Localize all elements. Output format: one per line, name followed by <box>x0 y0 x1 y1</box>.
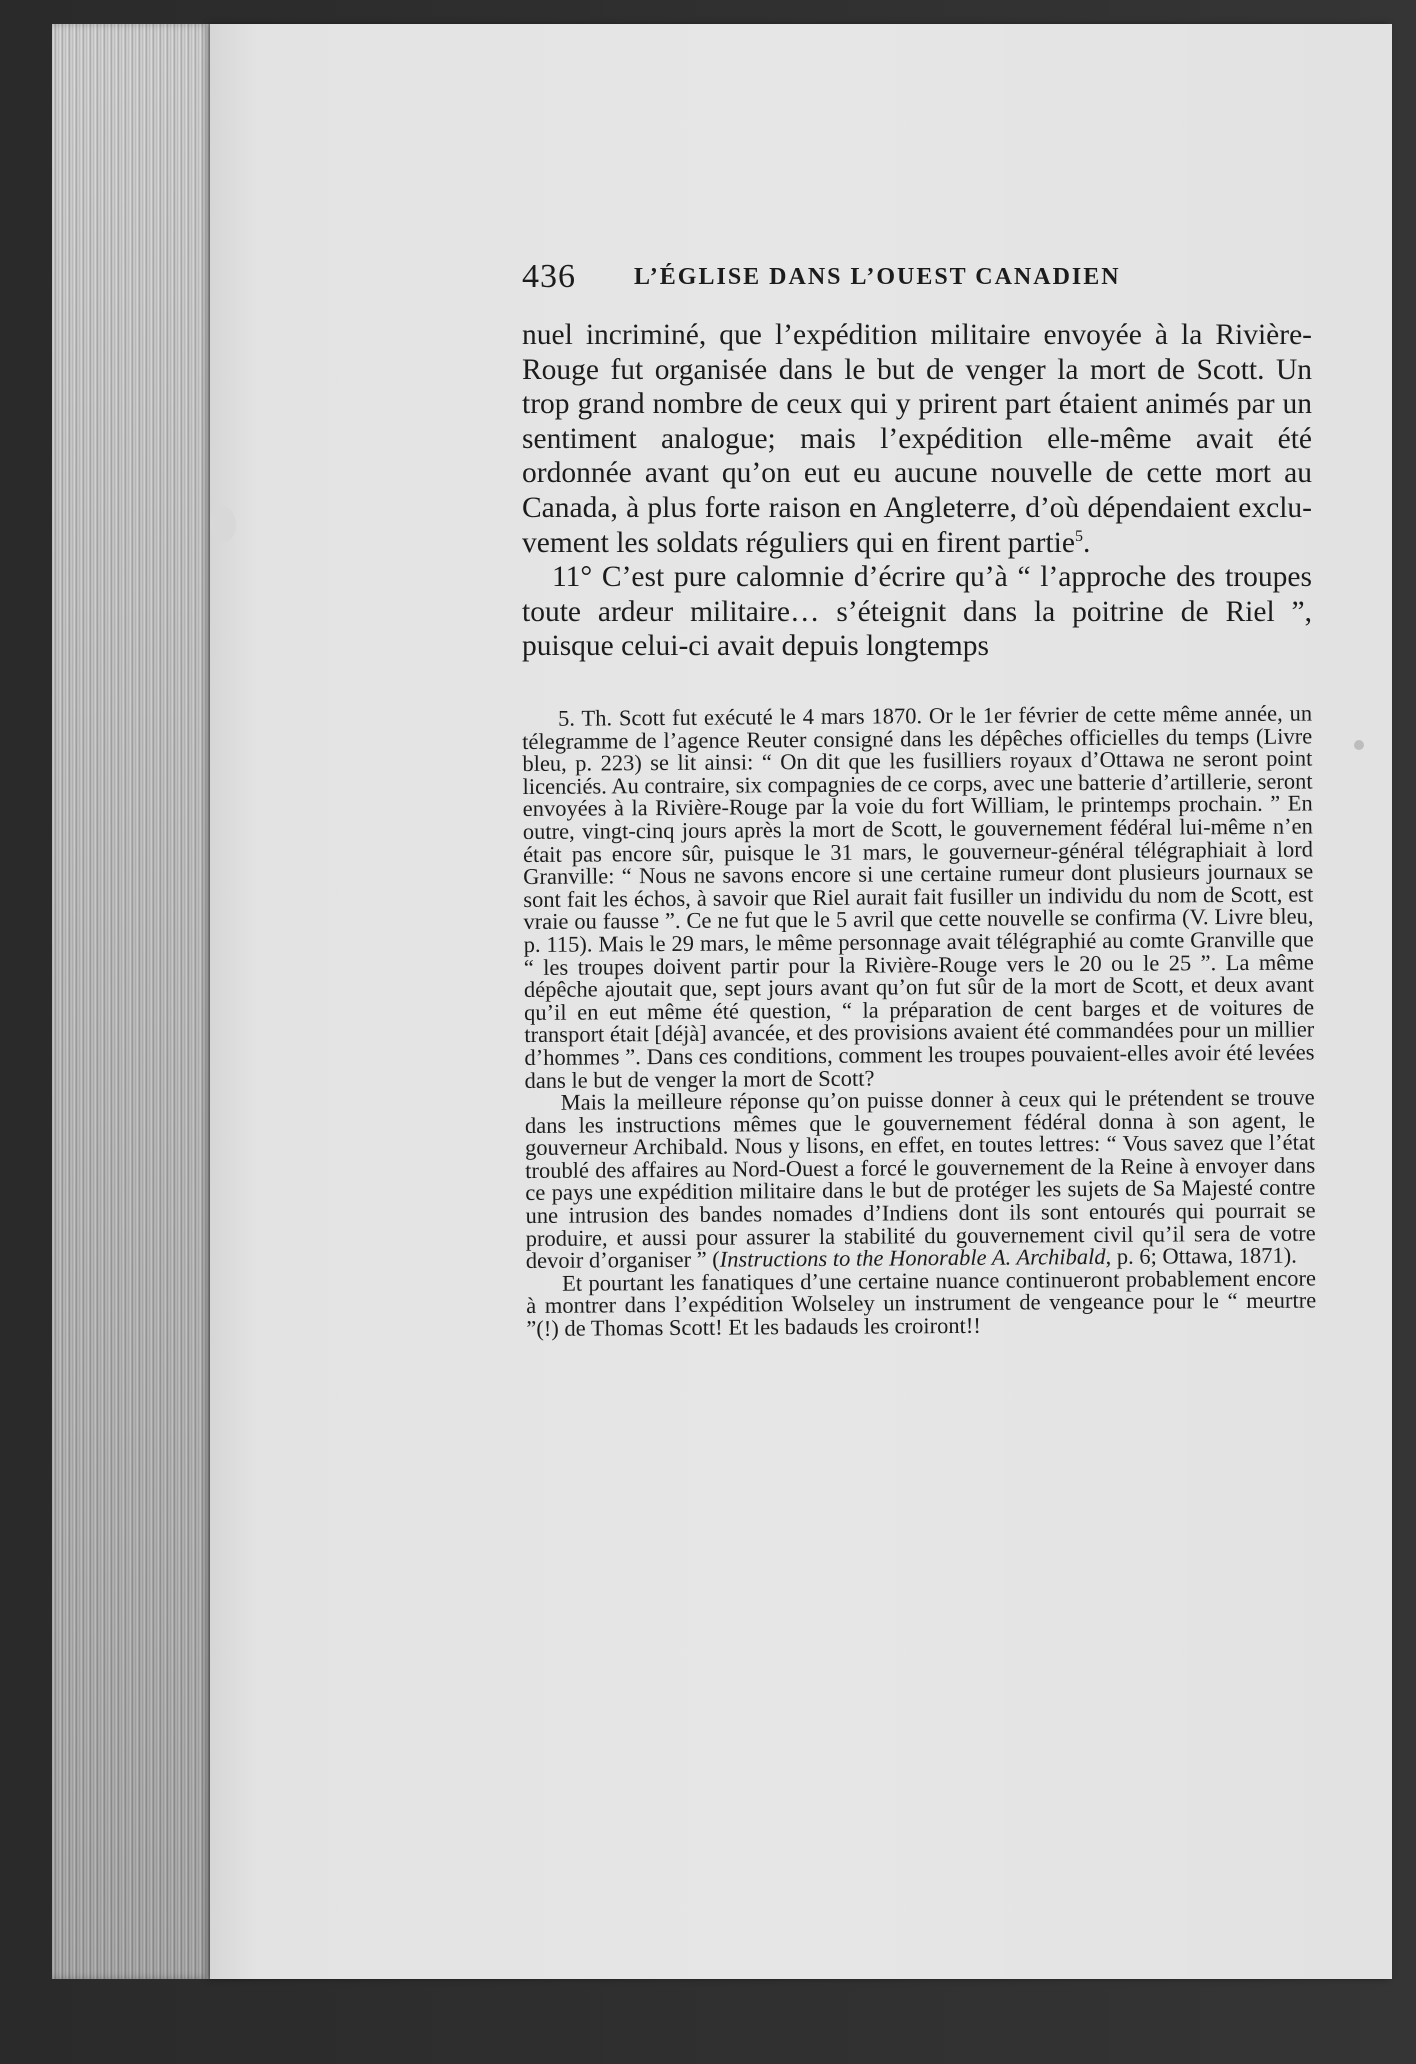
page-number: 436 <box>522 258 576 295</box>
footnote-5-closing: Et pourtant les fanatiques d’une certaine nuance continueront probablement encore à montrer dans l’expédition Wolseley un instrument de vengeance pour le “ meurtre ”(!) de Thomas Scott! Et les badauds les croiront!! <box>526 1265 1317 1341</box>
margin-stain <box>210 506 236 542</box>
paragraph-2: 11° C’est pure calomnie d’écrire qu’à “ l’approche des troupes toute ardeur militaire… s’éteignit dans la poitrine de Riel ”, puisque celui-ci avait depuis longtemps <box>522 561 1312 663</box>
page-content <box>522 252 1416 1341</box>
footnote-5-continued-text: Mais la meilleure réponse qu’on puisse donner à ceux qui le prétendent se trouve dans les instructions mêmes que le gouvernement fédéral donna à son agent, le gouverneur Archibald. Nous y lisons, en effet, en toutes lettres: “ Vous savez que l’état troublé des affaires au Nord-Ouest a forcé le gouvernement de la Reine à envoyer dans ce pays une expédition militaire dans le but de protéger les sujets de Sa Majesté contre une intrusion des bandes nomades d’Indiens dont ils sont entourés qui pourrait se produire, et aussi pour assurer la stabilité du gouvernement civil qu’il sera de votre devoir d’organiser ” ( <box>524 1084 1316 1274</box>
footnote-ref-5: 5 <box>1074 527 1083 545</box>
footnote-5-continued <box>524 1084 1316 1274</box>
footnote-citation-rest: , p. 6; Ottawa, 1871). <box>1105 1242 1297 1270</box>
running-title: L’ÉGLISE DANS L’OUEST CANADIEN <box>634 264 1121 290</box>
main-text <box>522 318 1312 664</box>
footnotes <box>522 702 1316 1340</box>
paragraph-1-end: . <box>1082 526 1091 559</box>
book-page <box>210 24 1392 1979</box>
running-head <box>462 252 1416 296</box>
paragraph-1-text: nuel incriminé, que l’expédition militaire envoyée à la Rivière-Rouge fut organisée dans le but de venger la mort de Scott. Un trop grand nombre de ceux qui y prirent part étaient animés par un sentiment analogue; mais l’expédition elle-même avait été ordonnée avant qu’on eut eu aucune nouvelle de cette mort au Canada, à plus forte raison en Angleterre, d’où dépendaient excluvement les soldats réguliers qui en firent partie <box>522 319 1312 559</box>
page-edges <box>52 24 214 1979</box>
footnote-citation-title: Instructions to the Honorable A. Archibald <box>719 1244 1106 1272</box>
paragraph-1 <box>522 318 1312 560</box>
book-spread <box>52 24 1392 1979</box>
footnote-5: 5. Th. Scott fut exécuté le 4 mars 1870. Or le 1er février de cette même année, un télegramme de l’agence Reuter consigné dans les dépêches officielles du temps (Livre bleu, p. 223) se lit ainsi: “ On dit que les fusilliers royaux d’Ottawa ne seront point licenciés. Au contraire, six compagnies de ce corps, avec une batterie d’artillerie, seront envoyées à la Rivière-Rouge par la voie du fort William, le printemps prochain. ” En outre, vingt-cinq jours après la mort de Scott, le gouvernement fédéral lui-même n’en était pas encore sûr, puisque le 31 mars, le gouverneur-général télégraphiait à lord Granville: “ Nous ne savons encore si une certaine rumeur dont plusieurs journaux se sont fait les échos, à savoir que Riel aurait fait fusiller un individu du nom de Scott, est vraie ou fausse ”. Ce ne fut que le 5 avril que cette nouvelle se confirma (V. Livre bleu, p. 115). Mais le 29 mars, le même personnage avait télégraphié au comte Granville que “ les troupes doivent partir pour la Rivière-Rouge vers le 20 ou le 25 ”. La même dépêche ajoutait que, sept jours avant qu’on fut sûr de la mort de Scott, et deux avant qu’il en eut même été question, “ la préparation de cent barges et de voitures de transport était [déjà] avancée, et des provisions avaient été commandées pour un millier d’hommes ”. Dans ces conditions, comment les troupes pouvaient-elles avoir été levées dans le but de venger la mort de Scott? <box>522 700 1315 1093</box>
